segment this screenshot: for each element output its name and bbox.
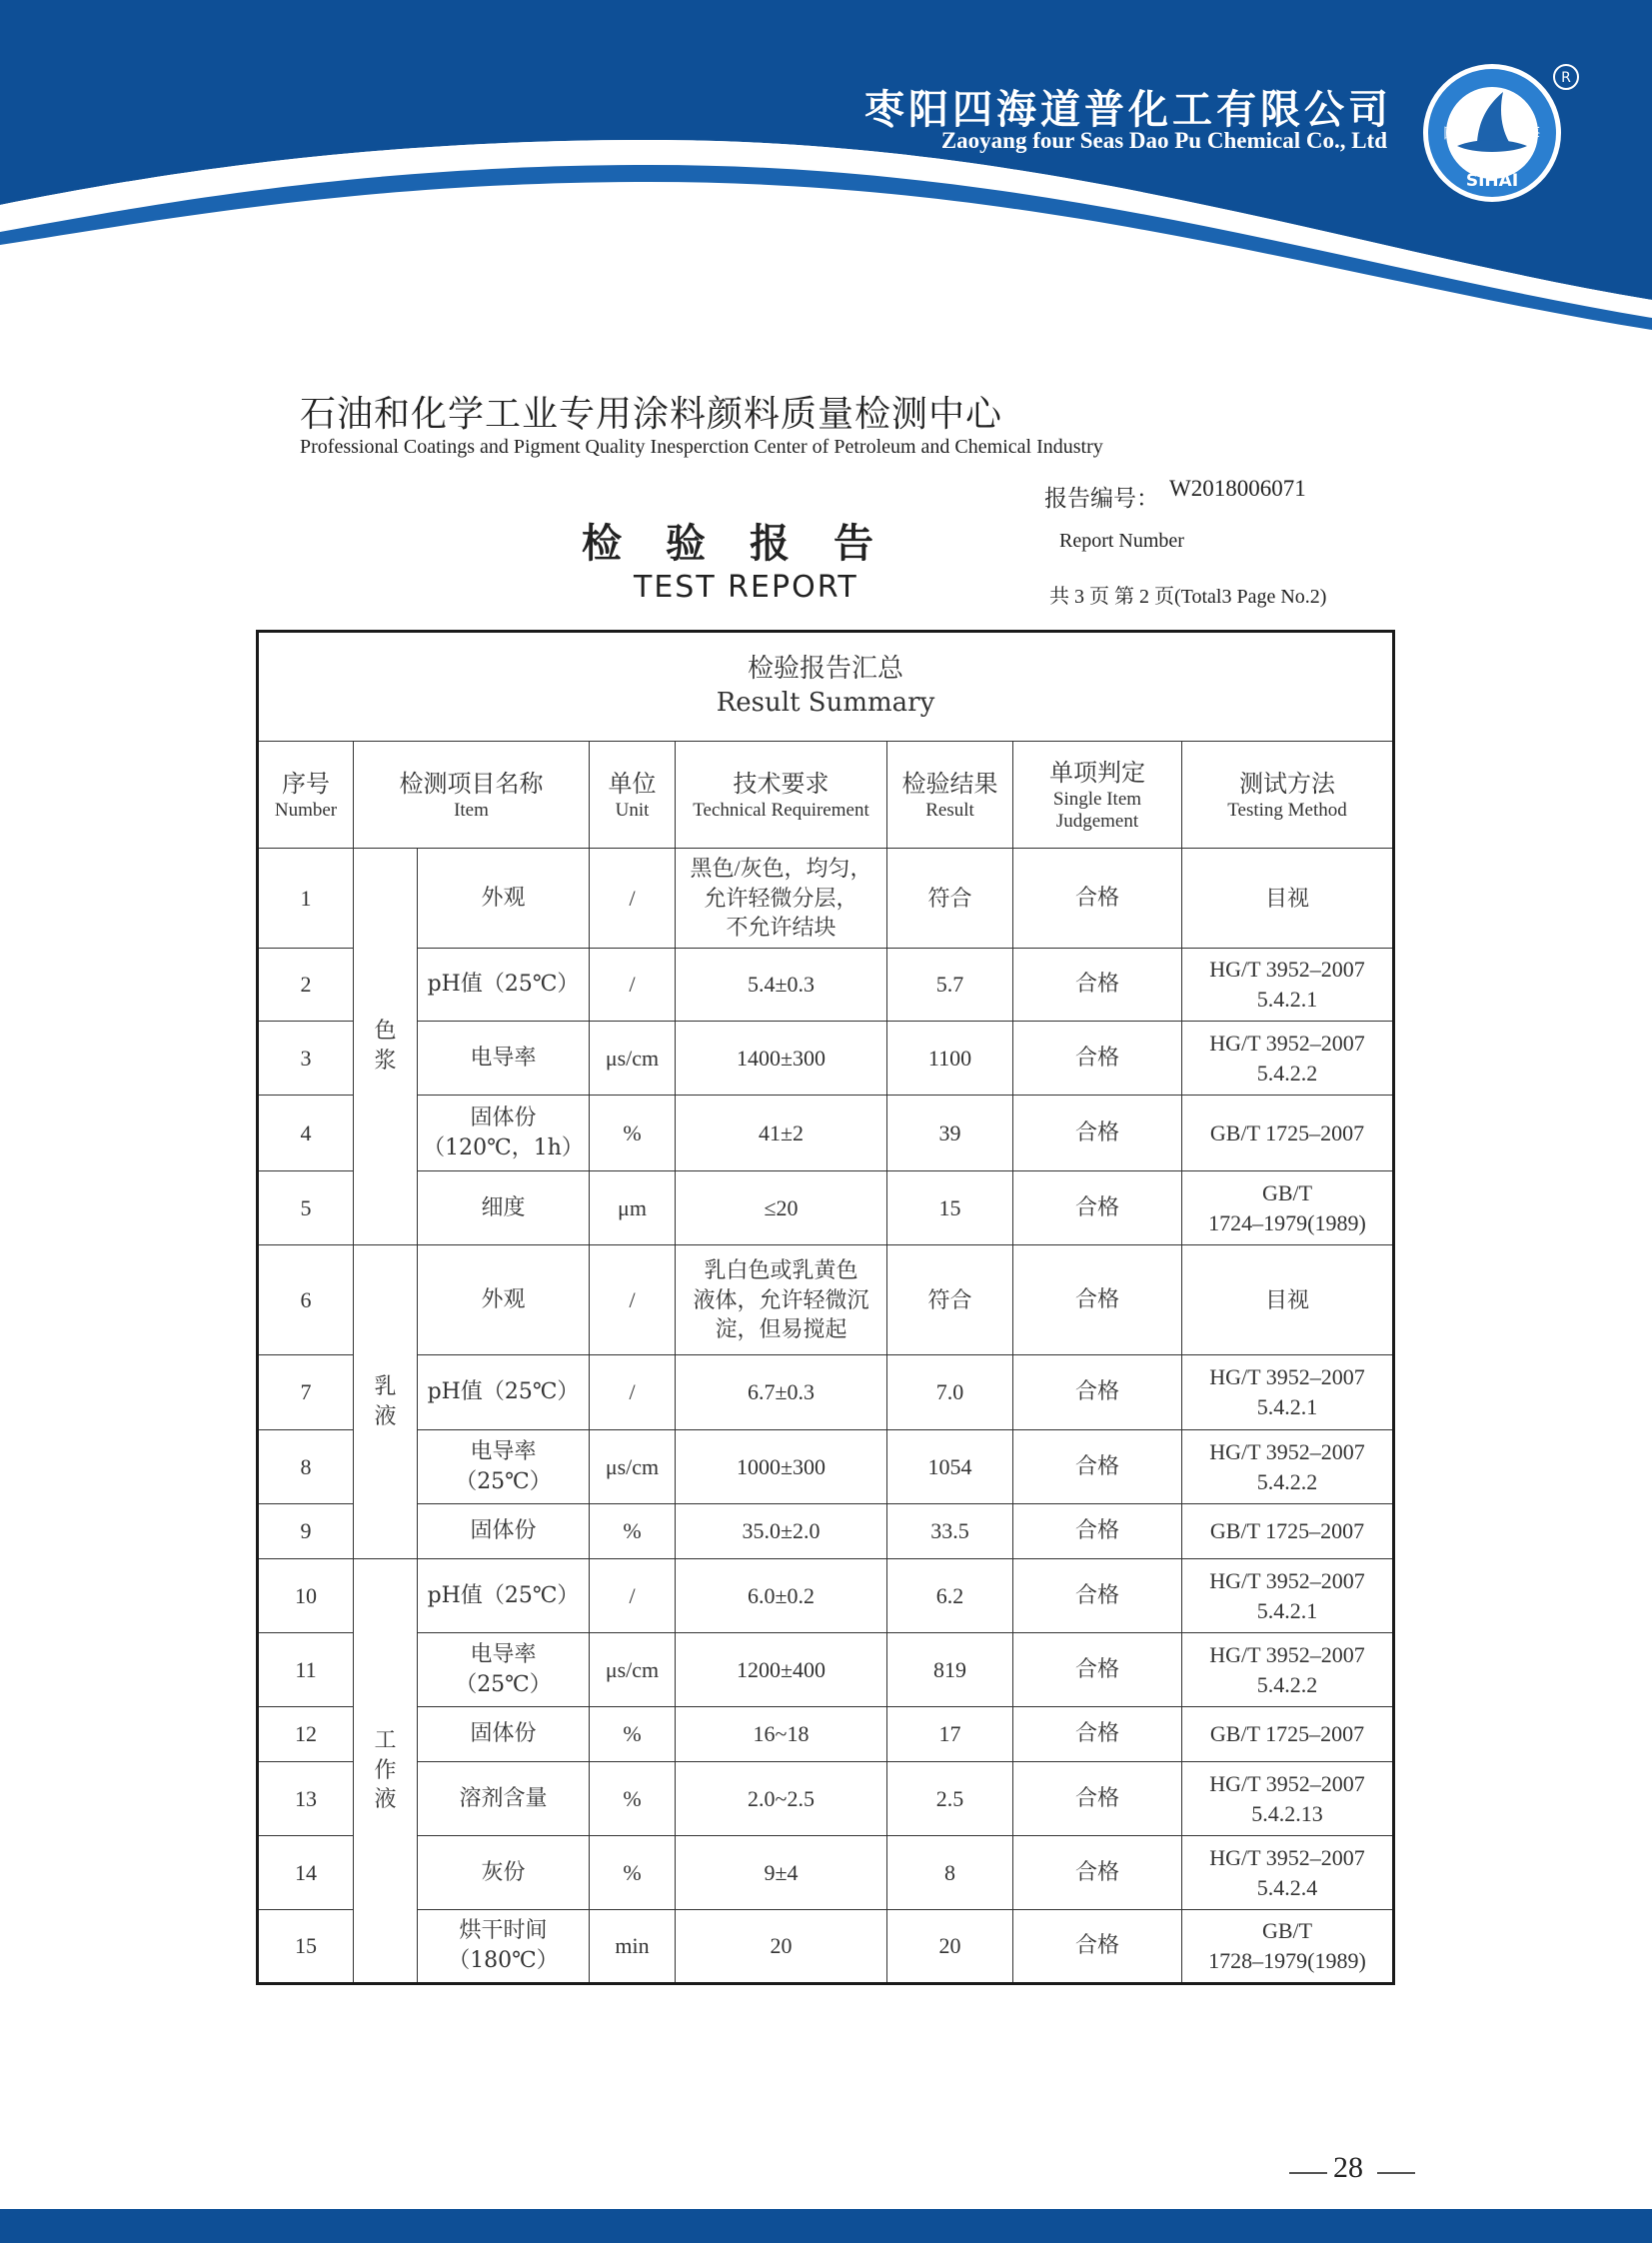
item-name xyxy=(418,1910,590,1984)
judgement: 合格 xyxy=(1013,1096,1182,1171)
row-number: 10 xyxy=(258,1559,354,1633)
result: 8 xyxy=(887,1836,1013,1910)
result: 5.7 xyxy=(887,949,1013,1022)
testing-method xyxy=(1182,1910,1394,1984)
cell-line: GB/T 1725–2007 xyxy=(1209,1120,1365,1145)
cell-line: 20 xyxy=(770,1933,793,1959)
table-row xyxy=(258,1022,1394,1096)
judgement: 合格 xyxy=(1013,1836,1182,1910)
cell-line: HG/T 3952–2007 xyxy=(1209,1844,1365,1870)
row-number: 5 xyxy=(258,1171,354,1245)
cell-line: 外观 xyxy=(481,1286,526,1312)
cell-line: 乳白色或乳黄色 xyxy=(704,1256,858,1282)
judgement: 合格 xyxy=(1013,1171,1182,1245)
cell-line: HG/T 3952–2007 xyxy=(1209,1567,1365,1593)
cell-line: 35.0±2.0 xyxy=(742,1518,821,1544)
technical-requirement xyxy=(676,1836,887,1910)
company-name-en: Zaoyang four Seas Dao Pu Chemical Co., Ltd xyxy=(940,128,1387,153)
cell-line: 烘干时间 xyxy=(459,1918,548,1944)
result: 15 xyxy=(887,1171,1013,1245)
testing-method xyxy=(1182,1430,1394,1504)
cell-line: 电导率 xyxy=(470,1641,537,1667)
row-number: 8 xyxy=(258,1430,354,1504)
unit: / xyxy=(590,1355,676,1430)
result: 1100 xyxy=(887,1022,1013,1096)
result: 1054 xyxy=(887,1430,1013,1504)
report-number-label-en: Report Number xyxy=(1059,530,1184,552)
cell-line: ≤20 xyxy=(764,1194,799,1220)
group-label-char: 作 xyxy=(374,1757,397,1783)
cell-line: 灰份 xyxy=(481,1859,526,1885)
header-number: 序号 Number xyxy=(258,742,354,849)
judgement: 合格 xyxy=(1013,1910,1182,1984)
unit: % xyxy=(590,1707,676,1762)
cell-line: 溶剂含量 xyxy=(459,1785,548,1811)
cell-line: 黑色/灰色，均匀， xyxy=(690,855,872,881)
cell-line: GB/T xyxy=(1261,1179,1313,1205)
testing-method xyxy=(1182,849,1394,949)
testing-method xyxy=(1182,1245,1394,1355)
judgement: 合格 xyxy=(1013,1022,1182,1096)
table-row xyxy=(258,1559,1394,1633)
group-label-char: 液 xyxy=(374,1403,397,1429)
cell-line: GB/T 1725–2007 xyxy=(1209,1518,1365,1544)
table-row xyxy=(258,1707,1394,1762)
cell-line: 5.4±0.3 xyxy=(747,972,816,998)
item-name xyxy=(418,1559,590,1633)
cell-line: 6.7±0.3 xyxy=(747,1379,816,1405)
cell-line: HG/T 3952–2007 xyxy=(1209,1770,1365,1796)
testing-method xyxy=(1182,1836,1394,1910)
report-title-en: TEST REPORT xyxy=(634,570,858,605)
cell-line: 1724–1979(1989) xyxy=(1208,1209,1366,1235)
judgement: 合格 xyxy=(1013,1707,1182,1762)
header-item: 检测项目名称 Item xyxy=(354,742,590,849)
technical-requirement xyxy=(676,1355,887,1430)
table-row xyxy=(258,1355,1394,1430)
cell-line: 9±4 xyxy=(764,1859,799,1885)
page-number-right-rule xyxy=(1377,2172,1415,2174)
cell-line: 电导率 xyxy=(470,1438,537,1464)
row-number: 7 xyxy=(258,1355,354,1430)
group-label-char: 浆 xyxy=(374,1049,397,1074)
cell-line: 淀，但易搅起 xyxy=(715,1316,847,1342)
technical-requirement xyxy=(676,1633,887,1707)
cell-line: 1000±300 xyxy=(736,1453,826,1479)
cell-line: pH值（25℃） xyxy=(427,1379,580,1405)
judgement: 合格 xyxy=(1013,1355,1182,1430)
cell-line: 6.0±0.2 xyxy=(747,1582,816,1608)
group-label-char: 液 xyxy=(374,1787,397,1813)
cell-line: 5.4.2.1 xyxy=(1256,987,1318,1012)
table-header-row xyxy=(258,742,1394,849)
cell-line: 1200±400 xyxy=(736,1656,826,1682)
footer-bar xyxy=(0,2209,1652,2243)
group-label-char: 工 xyxy=(374,1727,397,1753)
company-name-cn: 枣阳四海道普化工有限公司 xyxy=(864,87,1392,133)
unit: % xyxy=(590,1762,676,1836)
judgement: 合格 xyxy=(1013,1762,1182,1836)
header-unit: 单位 Unit xyxy=(590,742,676,849)
cell-line: 2.0~2.5 xyxy=(748,1785,815,1811)
item-name xyxy=(418,1707,590,1762)
table-row xyxy=(258,1910,1394,1984)
table-row xyxy=(258,1836,1394,1910)
technical-requirement xyxy=(676,1504,887,1559)
item-name xyxy=(418,1430,590,1504)
unit: min xyxy=(590,1910,676,1984)
cell-line: pH值（25℃） xyxy=(427,972,580,998)
cell-line: 目视 xyxy=(1264,885,1309,911)
registered-mark-icon xyxy=(1551,62,1581,92)
result: 33.5 xyxy=(887,1504,1013,1559)
testing-method xyxy=(1182,1633,1394,1707)
header-requirement: 技术要求 Technical Requirement xyxy=(676,742,887,849)
cell-line: （25℃） xyxy=(455,1468,552,1494)
testing-method xyxy=(1182,1355,1394,1430)
svg-text:R: R xyxy=(1561,70,1571,86)
cell-line: 5.4.2.4 xyxy=(1256,1874,1318,1900)
technical-requirement xyxy=(676,1022,887,1096)
table-row xyxy=(258,1762,1394,1836)
technical-requirement xyxy=(676,1171,887,1245)
group-label xyxy=(354,1559,418,1984)
judgement: 合格 xyxy=(1013,949,1182,1022)
unit: % xyxy=(590,1836,676,1910)
table-row xyxy=(258,1171,1394,1245)
item-name xyxy=(418,1022,590,1096)
header-result: 检验结果 Result xyxy=(887,742,1013,849)
testing-method xyxy=(1182,1022,1394,1096)
testing-method xyxy=(1182,1171,1394,1245)
cell-line: （120℃，1h） xyxy=(423,1134,584,1160)
item-name xyxy=(418,1171,590,1245)
table-row xyxy=(258,1633,1394,1707)
unit: / xyxy=(590,849,676,949)
row-number: 9 xyxy=(258,1504,354,1559)
item-name xyxy=(418,849,590,949)
testing-method xyxy=(1182,1559,1394,1633)
item-name xyxy=(418,1836,590,1910)
cell-line: HG/T 3952–2007 xyxy=(1209,957,1365,983)
technical-requirement xyxy=(676,1430,887,1504)
svg-text:SIHAI: SIHAI xyxy=(1465,171,1519,191)
cell-line: 不允许结块 xyxy=(726,915,836,941)
judgement: 合格 xyxy=(1013,1504,1182,1559)
header-method: 测试方法 Testing Method xyxy=(1182,742,1394,849)
technical-requirement xyxy=(676,949,887,1022)
unit: / xyxy=(590,1245,676,1355)
result: 819 xyxy=(887,1633,1013,1707)
unit: % xyxy=(590,1504,676,1559)
table-row xyxy=(258,1430,1394,1504)
cell-line: 固体份 xyxy=(470,1105,537,1130)
group-label xyxy=(354,849,418,1245)
page-number: 28 xyxy=(1333,2151,1363,2184)
cell-line: HG/T 3952–2007 xyxy=(1209,1641,1365,1667)
judgement: 合格 xyxy=(1013,849,1182,949)
technical-requirement xyxy=(676,1762,887,1836)
technical-requirement xyxy=(676,1245,887,1355)
result-summary-table xyxy=(256,630,1395,1985)
unit: / xyxy=(590,1559,676,1633)
cell-line: 允许轻微分层， xyxy=(704,885,858,911)
unit: μm xyxy=(590,1171,676,1245)
table-row xyxy=(258,1245,1394,1355)
cell-line: 外观 xyxy=(481,885,526,911)
cell-line: 细度 xyxy=(481,1194,526,1220)
testing-method xyxy=(1182,1762,1394,1836)
judgement: 合格 xyxy=(1013,1245,1182,1355)
row-number: 11 xyxy=(258,1633,354,1707)
report-number-value: W2018006071 xyxy=(1169,476,1306,501)
technical-requirement xyxy=(676,849,887,949)
cell-line: 固体份 xyxy=(470,1721,537,1747)
table-row xyxy=(258,949,1394,1022)
item-name xyxy=(418,1633,590,1707)
item-name xyxy=(418,1245,590,1355)
row-number: 15 xyxy=(258,1910,354,1984)
row-number: 6 xyxy=(258,1245,354,1355)
cell-line: 5.4.2.2 xyxy=(1256,1060,1318,1086)
cell-line: 液体，允许轻微沉 xyxy=(693,1286,869,1312)
row-number: 14 xyxy=(258,1836,354,1910)
testing-method xyxy=(1182,1096,1394,1171)
row-number: 12 xyxy=(258,1707,354,1762)
item-name xyxy=(418,1096,590,1171)
technical-requirement xyxy=(676,1910,887,1984)
result: 7.0 xyxy=(887,1355,1013,1430)
result: 6.2 xyxy=(887,1559,1013,1633)
cell-line: HG/T 3952–2007 xyxy=(1209,1438,1365,1464)
testing-method xyxy=(1182,949,1394,1022)
report-title-cn: 检验报告 xyxy=(582,521,917,567)
header-wave-banner xyxy=(0,0,1652,330)
cell-line: GB/T xyxy=(1261,1918,1313,1944)
judgement: 合格 xyxy=(1013,1633,1182,1707)
table-row xyxy=(258,1504,1394,1559)
summary-heading xyxy=(258,632,1394,742)
unit: % xyxy=(590,1096,676,1171)
judgement: 合格 xyxy=(1013,1559,1182,1633)
unit: μs/cm xyxy=(590,1633,676,1707)
cell-line: pH值（25℃） xyxy=(427,1582,580,1608)
cell-line: HG/T 3952–2007 xyxy=(1209,1030,1365,1056)
cell-line: 41±2 xyxy=(758,1120,805,1145)
header-judgement: 单项判定 Single Item Judgement xyxy=(1013,742,1182,849)
page-count: 共 3 页 第 2 页(Total3 Page No.2) xyxy=(1049,586,1327,608)
cell-line: 5.4.2.13 xyxy=(1251,1800,1323,1826)
cell-line: 电导率 xyxy=(470,1045,537,1071)
result: 符合 xyxy=(887,1245,1013,1355)
unit: μs/cm xyxy=(590,1022,676,1096)
cell-line: 16~18 xyxy=(753,1721,810,1747)
testing-method xyxy=(1182,1707,1394,1762)
table-row xyxy=(258,1096,1394,1171)
result: 17 xyxy=(887,1707,1013,1762)
cell-line: 5.4.2.1 xyxy=(1256,1597,1318,1623)
judgement: 合格 xyxy=(1013,1430,1182,1504)
testing-method xyxy=(1182,1504,1394,1559)
table-row xyxy=(258,849,1394,949)
unit: / xyxy=(590,949,676,1022)
page-number-left-rule xyxy=(1289,2172,1327,2174)
group-label xyxy=(354,1245,418,1559)
technical-requirement xyxy=(676,1096,887,1171)
cell-line: 5.4.2.2 xyxy=(1256,1671,1318,1697)
result: 39 xyxy=(887,1096,1013,1171)
result: 20 xyxy=(887,1910,1013,1984)
cell-line: 5.4.2.1 xyxy=(1256,1394,1318,1419)
item-name xyxy=(418,1762,590,1836)
testing-center-name-en: Professional Coatings and Pigment Quality Inesperction Center of Petroleum and Chemical Industry xyxy=(300,436,1103,458)
technical-requirement xyxy=(676,1707,887,1762)
cell-line: 1728–1979(1989) xyxy=(1208,1948,1366,1973)
testing-center-name-cn: 石油和化学工业专用涂料颜料质量检测中心 xyxy=(300,394,1003,435)
row-number: 3 xyxy=(258,1022,354,1096)
cell-line: 1400±300 xyxy=(736,1045,826,1071)
cell-line: HG/T 3952–2007 xyxy=(1209,1364,1365,1390)
group-label-char: 色 xyxy=(374,1019,397,1045)
technical-requirement xyxy=(676,1559,887,1633)
row-number: 2 xyxy=(258,949,354,1022)
svg-text:四: 四 xyxy=(1443,124,1459,142)
summary-heading-cn: 检验报告汇总 xyxy=(747,654,903,685)
item-name xyxy=(418,1504,590,1559)
cell-line: 固体份 xyxy=(470,1518,537,1544)
cell-line: 5.4.2.2 xyxy=(1256,1468,1318,1494)
svg-text:海: 海 xyxy=(1525,124,1541,142)
unit: μs/cm xyxy=(590,1430,676,1504)
summary-heading-en: Result Summary xyxy=(716,688,935,718)
report-number-label: 报告编号： xyxy=(1044,486,1159,512)
result: 2.5 xyxy=(887,1762,1013,1836)
cell-line: （25℃） xyxy=(455,1671,552,1697)
result: 符合 xyxy=(887,849,1013,949)
item-name xyxy=(418,1355,590,1430)
company-logo xyxy=(1421,62,1563,204)
item-name xyxy=(418,949,590,1022)
cell-line: （180℃） xyxy=(448,1948,559,1973)
group-label-char: 乳 xyxy=(374,1373,397,1399)
cell-line: 目视 xyxy=(1264,1286,1309,1312)
cell-line: GB/T 1725–2007 xyxy=(1209,1721,1365,1747)
row-number: 1 xyxy=(258,849,354,949)
row-number: 13 xyxy=(258,1762,354,1836)
row-number: 4 xyxy=(258,1096,354,1171)
